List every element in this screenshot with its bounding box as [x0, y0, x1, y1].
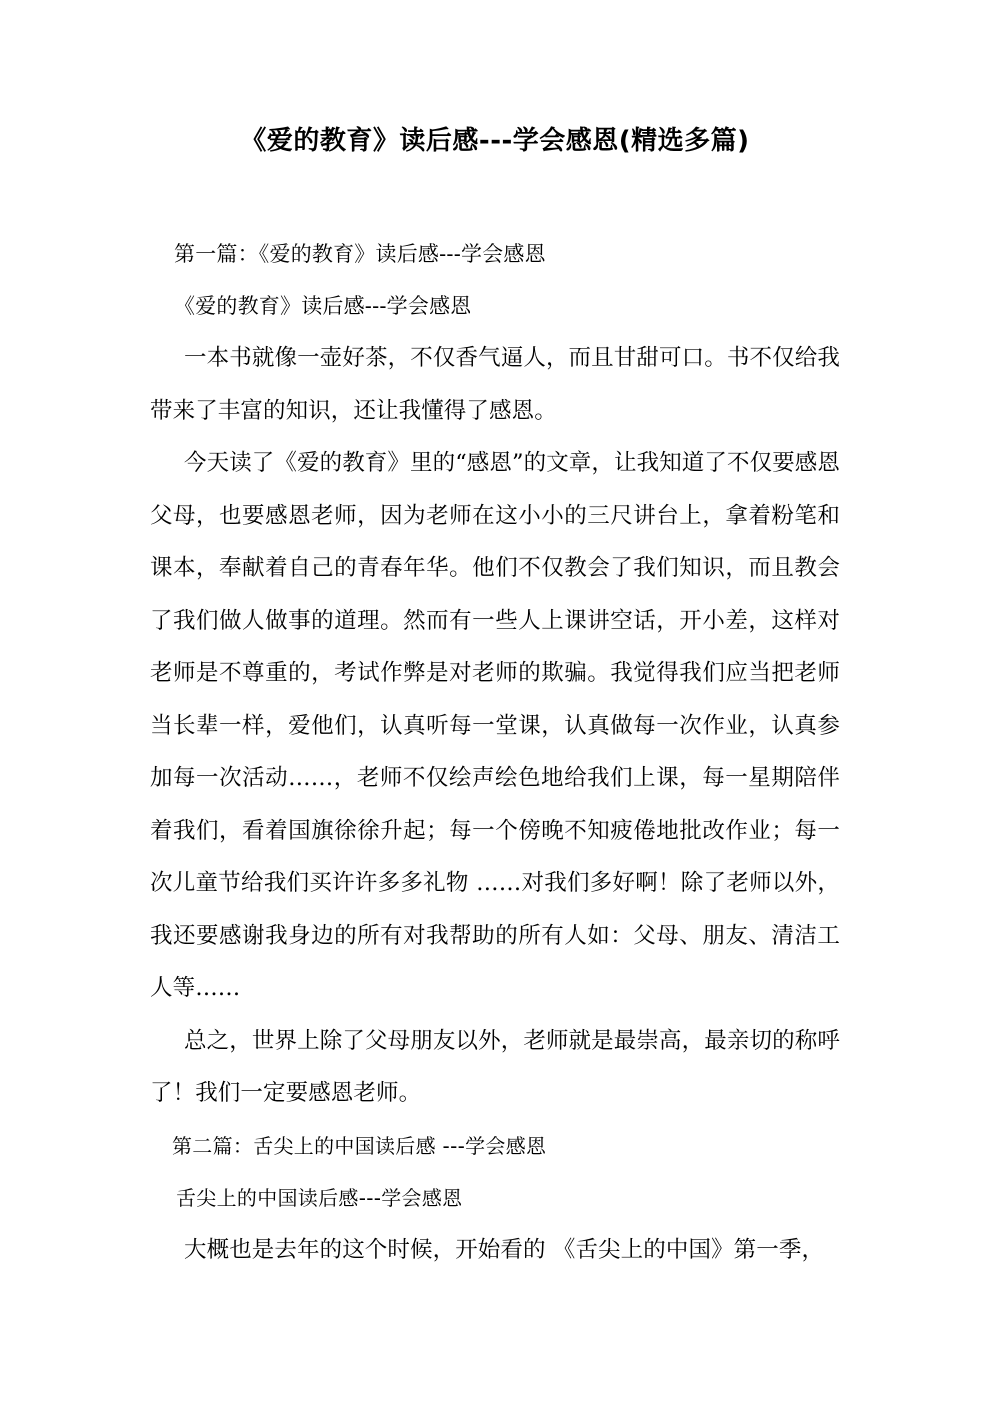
section-subtitle-second: 舌尖上的中国读后感---学会感恩: [176, 1185, 463, 1210]
document-body: [150, 228, 840, 1276]
paragraph-intro: 一本书就像一壶好茶，不仅香气逼人，而且甘甜可口。书不仅给我带来了丰富的知识，还让我懂得了感恩。: [150, 345, 840, 424]
section-subtitle-first: 《爱的教育》读后感---学会感恩: [174, 294, 472, 318]
page-title: 《爱的教育》读后感---学会感恩(精选多篇): [240, 126, 750, 156]
paragraph-main: 今天读了《爱的教育》里的“感恩”的文章，让我知道了不仅要感恩父母，也要感恩老师，因为老师在这小小的三尺讲台上，拿着粉笔和课本，奉献着自己的青春年华。他们不仅教会了我们知识，而且教会了我们做人做事的道理。然而有一些人上课讲空话，开小差，这样对老师是不尊重的，考试作弊是对老师的欺骗。我觉得我们应当把老师当长辈一样，爱他们，认真听每一堂课，认真做每一次作业，认真参加每一次活动……，老师不仅绘声绘色地给我们上课，每一星期陪伴着我们，看着国旗徐徐升起；每一个傍晚不知疲倦地批改作业；每一次儿童节给我们买许许多多礼物 ……对我们多好啊！除了老师以外，我还要感谢我身边的所有对我帮助的所有人如：父母、朋友、清洁工人等……: [150, 450, 841, 1001]
section-label-second: 第二篇：舌尖上的中国读后感 ---学会感恩: [172, 1133, 547, 1158]
paragraph-second-opening: 大概也是去年的这个时候，开始看的 《舌尖上的中国》第一季，: [184, 1236, 825, 1263]
paragraph-conclusion: 总之，世界上除了父母朋友以外，老师就是最崇高，最亲切的称呼了！我们一定要感恩老师。: [150, 1027, 840, 1106]
section-label-first: 第一篇：《爱的教育》读后感---学会感恩: [174, 242, 546, 266]
